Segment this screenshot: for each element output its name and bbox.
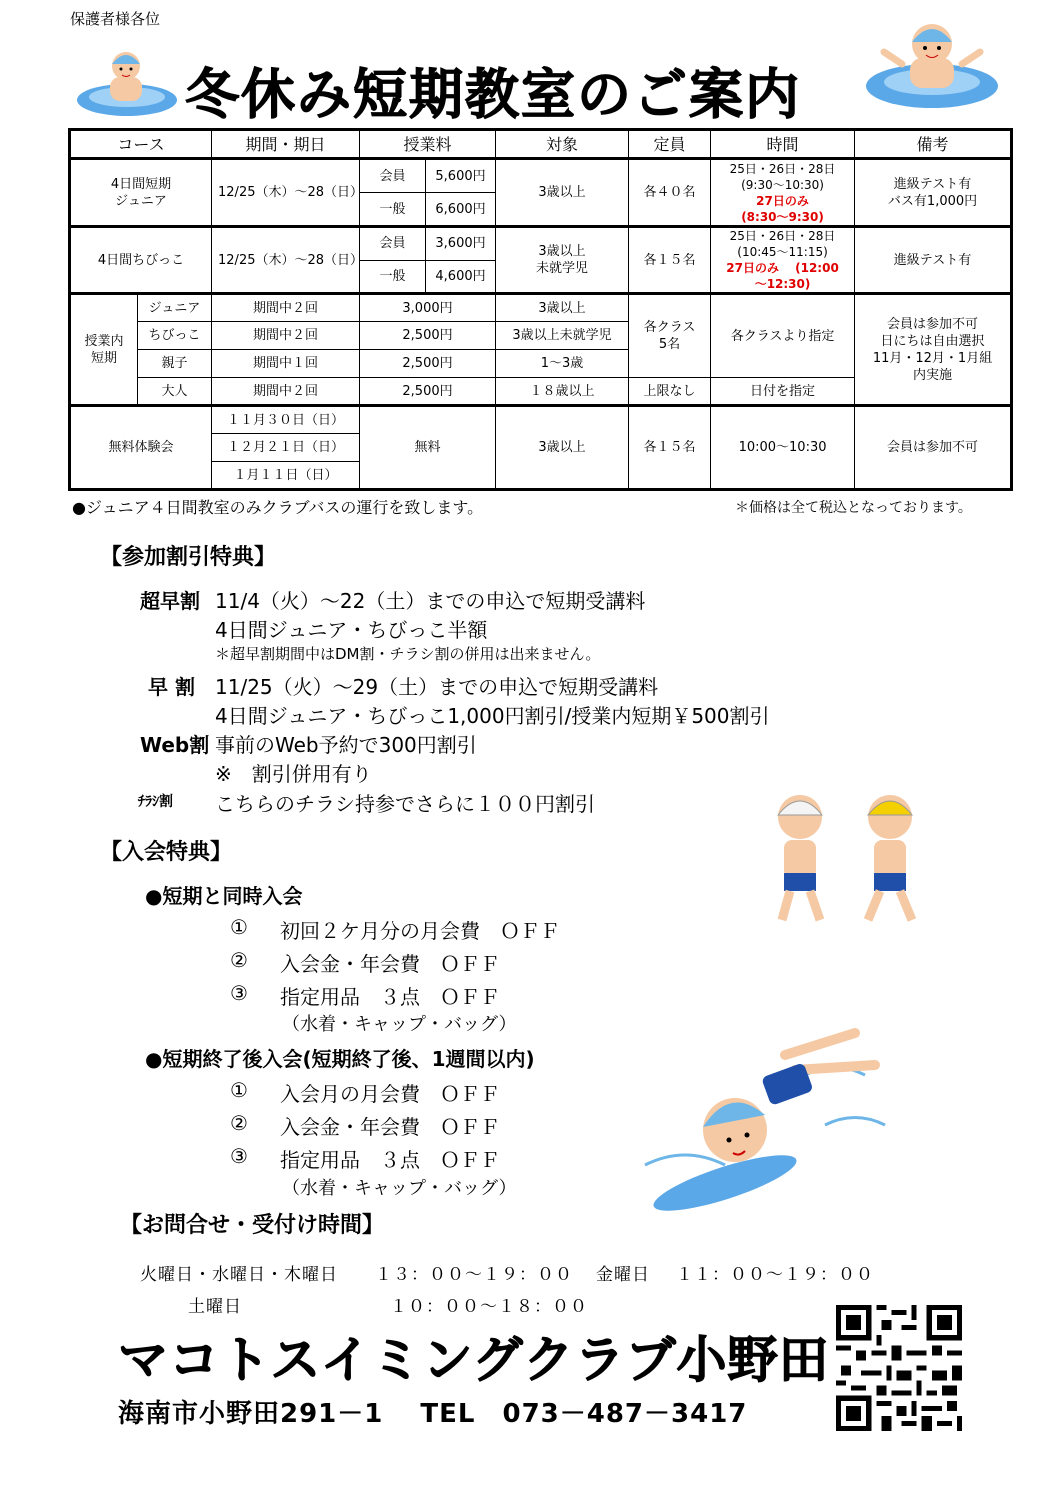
flyer-line1: こちらのチラシ持参でさらに１００円割引 <box>215 792 595 816</box>
fee-value: 3,000円 <box>360 294 496 322</box>
remarks-cell: 進級テスト有 バス有1,000円 <box>855 159 1012 227</box>
flyer-label: ﾁﾗｼ割 <box>138 794 173 810</box>
target-cell: 3歳以上 未就学児 <box>496 227 629 294</box>
date-cell: １月１１日（日） <box>212 462 360 490</box>
class-name: 大人 <box>138 378 212 406</box>
page-title: 冬休み短期教室のご案内 <box>185 63 801 126</box>
fee-label: 一般 <box>360 260 426 294</box>
same-time-heading: ●短期と同時入会 <box>145 884 303 908</box>
table-row <box>70 227 1012 261</box>
period-cell: 12/25（木）～28（日） <box>212 227 360 294</box>
col-header-course: コース <box>70 130 212 159</box>
web-line2: ※ 割引併用有り <box>215 762 372 786</box>
same-time-num-3: ③ <box>230 981 248 1005</box>
period-cell: 期間中１回 <box>212 350 360 378</box>
class-name: ジュニア <box>138 294 212 322</box>
bus-note: ●ジュニア４日間教室のみクラブバスの運行を致します。 <box>72 498 484 517</box>
after-num-3: ③ <box>230 1144 248 1168</box>
after-item-2: 入会金・年会費 ＯＦＦ <box>280 1115 500 1139</box>
contact-heading: 【お問合せ・受付け時間】 <box>120 1213 385 1238</box>
contact-day-saturday: 土曜日 <box>188 1297 242 1317</box>
course-cell: 無料体験会 <box>70 406 212 490</box>
fee-value: 3,600円 <box>426 227 496 261</box>
qr-code[interactable] <box>836 1305 962 1431</box>
time-cell: 25日・26日・28日 (9:30～10:30) 27日のみ (8:30～9:30) <box>711 159 855 227</box>
fee-value: 無料 <box>360 406 496 490</box>
table-row <box>70 294 1012 322</box>
course-cell: 4日間ちびっこ <box>70 227 212 294</box>
after-note: （水着・キャップ・バッグ） <box>282 1178 517 1199</box>
super-early-line1: 11/4（火）～22（土）までの申込で短期受講料 <box>215 589 646 613</box>
fee-value: 4,600円 <box>426 260 496 294</box>
capacity-cell: 上限なし <box>629 378 711 406</box>
addressee: 保護者様各位 <box>70 10 161 28</box>
fee-value: 2,500円 <box>360 378 496 406</box>
tax-note: ＊価格は全て税込となっております。 <box>735 500 972 516</box>
target-cell: １８歳以上 <box>496 378 629 406</box>
time-cell: 10:00～10:30 <box>711 406 855 490</box>
fee-label: 会員 <box>360 159 426 193</box>
swimmer-left-illustration <box>72 42 182 120</box>
group-cell: 授業内 短期 <box>70 294 138 406</box>
fee-value: 2,500円 <box>360 350 496 378</box>
schedule-table <box>68 128 1013 491</box>
period-cell: 期間中２回 <box>212 294 360 322</box>
same-time-item-2: 入会金・年会費 ＯＦＦ <box>280 952 500 976</box>
same-time-note: （水着・キャップ・バッグ） <box>282 1014 517 1035</box>
super-early-line2: 4日間ジュニア・ちびっこ半額 <box>215 618 488 642</box>
class-name: ちびっこ <box>138 322 212 350</box>
fee-value: 6,600円 <box>426 193 496 227</box>
period-cell: 期間中２回 <box>212 322 360 350</box>
table-row <box>70 159 1012 193</box>
period-cell: 12/25（木）～28（日） <box>212 159 360 227</box>
time-cell: 25日・26日・28日 (10:45～11:15) 27日のみ (12:00 ～12:30) <box>711 227 855 294</box>
contact-time-friday: １１：００～１９：００ <box>676 1265 874 1285</box>
club-name: マコトスイミングクラブ小野田 <box>118 1331 830 1389</box>
capacity-cell: 各１５名 <box>629 406 711 490</box>
col-header-period: 期間・期日 <box>212 130 360 159</box>
fee-label: 会員 <box>360 227 426 261</box>
swimmer-right-illustration <box>862 14 1002 114</box>
super-early-note: ＊超早割期間中はDM割・チラシ割の併用は出来ません。 <box>215 645 601 663</box>
col-header-remarks: 備考 <box>855 130 1012 159</box>
period-cell: 期間中２回 <box>212 378 360 406</box>
fee-value: 2,500円 <box>360 322 496 350</box>
contact-time-weekday: １３：００～１９：００ <box>375 1265 573 1285</box>
target-cell: 3歳以上 <box>496 294 629 322</box>
same-time-item-1: 初回２ケ月分の月会費 ＯＦＦ <box>280 919 560 943</box>
web-line1: 事前のWeb予約で300円割引 <box>215 733 477 757</box>
contact-time-saturday: １０：００～１８：００ <box>390 1297 588 1317</box>
capacity-cell: 各１５名 <box>629 227 711 294</box>
col-header-target: 対象 <box>496 130 629 159</box>
time-cell: 日付を指定 <box>711 378 855 406</box>
contact-days-weekday: 火曜日・水曜日・木曜日 <box>140 1265 338 1285</box>
after-num-2: ② <box>230 1111 248 1135</box>
after-num-1: ① <box>230 1078 248 1102</box>
fee-label: 一般 <box>360 193 426 227</box>
date-cell: １１月３０日（日） <box>212 406 360 434</box>
fee-value: 5,600円 <box>426 159 496 193</box>
target-cell: 3歳以上 <box>496 406 629 490</box>
discount-heading: 【参加割引特典】 <box>100 545 277 570</box>
target-cell: 3歳以上未就学児 <box>496 322 629 350</box>
time-cell: 各クラスより指定 <box>711 294 855 378</box>
enrollment-heading: 【入会特典】 <box>100 840 233 865</box>
early-line2: 4日間ジュニア・ちびっこ1,000円割引/授業内短期￥500割引 <box>215 704 770 728</box>
contact-day-friday: 金曜日 <box>596 1265 650 1285</box>
col-header-capacity: 定員 <box>629 130 711 159</box>
table-row <box>70 406 1012 434</box>
super-early-label: 超早割 <box>140 589 200 613</box>
class-name: 親子 <box>138 350 212 378</box>
remarks-cell: 進級テスト有 <box>855 227 1012 294</box>
col-header-fee: 授業料 <box>360 130 496 159</box>
early-label: 早 割 <box>148 675 195 699</box>
after-heading: ●短期終了後入会(短期終了後、1週間以内) <box>145 1047 535 1071</box>
capacity-cell: 各４０名 <box>629 159 711 227</box>
after-item-3: 指定用品 ３点 ＯＦＦ <box>280 1148 500 1172</box>
col-header-time: 時間 <box>711 130 855 159</box>
target-cell: 3歳以上 <box>496 159 629 227</box>
same-time-item-3: 指定用品 ３点 ＯＦＦ <box>280 985 500 1009</box>
target-cell: 1～3歳 <box>496 350 629 378</box>
web-label: Web割 <box>140 733 210 757</box>
remarks-cell: 会員は参加不可 <box>855 406 1012 490</box>
early-line1: 11/25（火）～29（土）までの申込で短期受講料 <box>215 675 659 699</box>
date-cell: １２月２１日（日） <box>212 434 360 462</box>
table-header-row <box>70 130 1012 159</box>
club-address: 海南市小野田291－1 TEL 073－487－3417 <box>118 1399 748 1429</box>
remarks-cell: 会員は参加不可 日にちは自由選択 11月・12月・1月組 内実施 <box>855 294 1012 406</box>
kickboard-swimmer-illustration <box>625 1015 925 1215</box>
course-cell: 4日間短期 ジュニア <box>70 159 212 227</box>
same-time-num-1: ① <box>230 915 248 939</box>
same-time-num-2: ② <box>230 948 248 972</box>
capacity-cell: 各クラス 5名 <box>629 294 711 378</box>
after-item-1: 入会月の月会費 ＯＦＦ <box>280 1082 500 1106</box>
stretching-kids-illustration <box>740 785 970 930</box>
